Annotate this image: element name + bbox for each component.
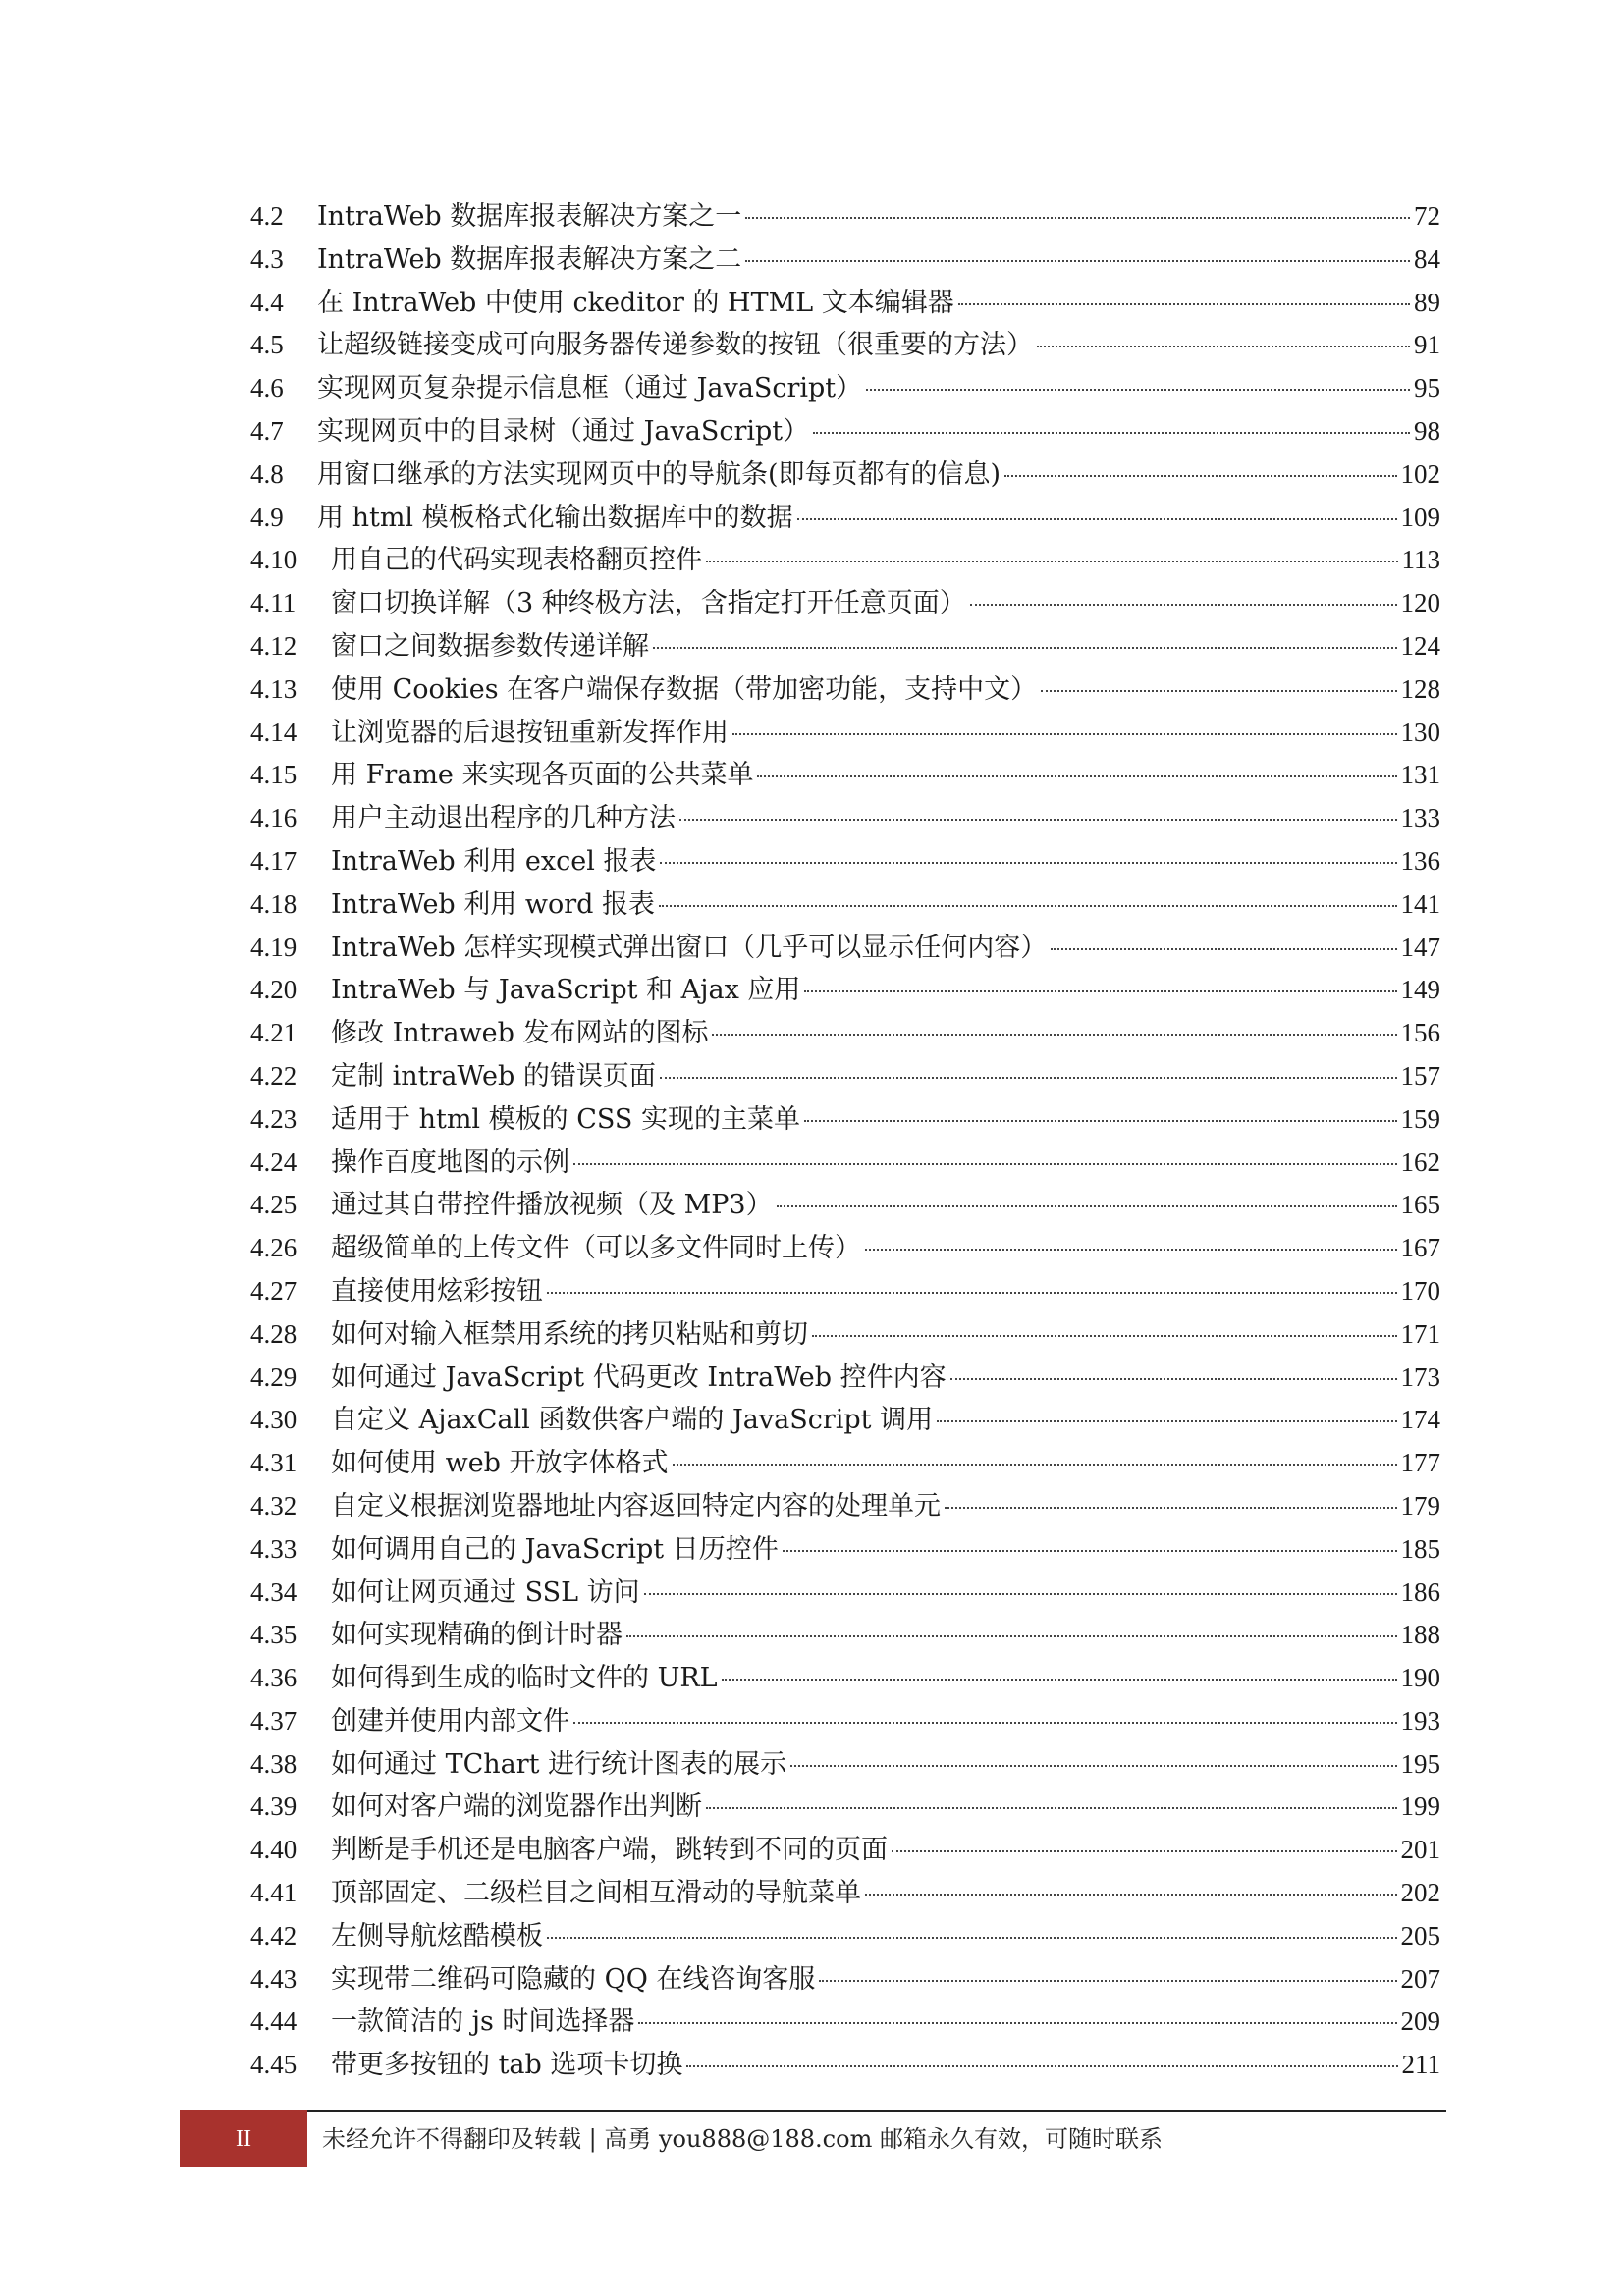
toc-entry-number: 4.13 <box>250 673 298 704</box>
toc-dot-leader <box>547 1292 1397 1294</box>
toc-entry-number: 4.10 <box>250 545 298 575</box>
toc-dot-leader <box>659 905 1396 907</box>
toc-entry[interactable] <box>250 840 1440 883</box>
toc-entry-title: 用 Frame 来实现各页面的公共菜单 <box>331 760 754 791</box>
toc-entry[interactable] <box>250 1657 1440 1700</box>
toc-entry-title: 实现网页复杂提示信息框（通过 JavaScript） <box>317 373 863 404</box>
toc-entry-title: 带更多按钮的 tab 选项卡切换 <box>331 2050 683 2081</box>
toc-entry-title: 一款简洁的 js 时间选择器 <box>331 2006 635 2038</box>
toc-entry[interactable] <box>250 1485 1440 1528</box>
toc-dot-leader <box>937 1420 1396 1422</box>
toc-entry-number: 4.30 <box>250 1405 298 1435</box>
toc-dot-leader <box>797 518 1397 520</box>
toc-entry-number: 4.24 <box>250 1147 298 1177</box>
toc-entry-title: 修改 Intraweb 发布网站的图标 <box>331 1018 709 1049</box>
toc-entry-number: 4.39 <box>250 1791 298 1822</box>
toc-dot-leader <box>790 1765 1396 1767</box>
toc-entry[interactable] <box>250 2001 1440 2044</box>
toc-entry-number: 4.6 <box>250 373 284 403</box>
toc-entry-page: 133 <box>1400 803 1440 833</box>
toc-entry-number: 4.20 <box>250 975 298 1005</box>
toc-entry-number: 4.19 <box>250 932 298 962</box>
toc-entry[interactable] <box>250 1786 1440 1829</box>
toc-entry-number: 4.14 <box>250 717 298 747</box>
toc-entry-title: 自定义 AjaxCall 函数供客户端的 JavaScript 调用 <box>331 1405 934 1436</box>
toc-dot-leader <box>777 1205 1397 1207</box>
toc-entry-title: 在 IntraWeb 中使用 ckeditor 的 HTML 文本编辑器 <box>317 287 954 318</box>
toc-dot-leader <box>865 1249 1397 1251</box>
toc-entry-title: 定制 intraWeb 的错误页面 <box>331 1060 656 1092</box>
toc-entry-number: 4.16 <box>250 803 298 833</box>
toc-dot-leader <box>783 1550 1397 1552</box>
toc-dot-leader <box>1004 475 1396 477</box>
toc-entry-number: 4.40 <box>250 1835 298 1865</box>
toc-dot-leader <box>757 775 1396 777</box>
toc-entry[interactable] <box>250 582 1440 625</box>
toc-entry[interactable] <box>250 282 1440 325</box>
toc-entry-page: 102 <box>1400 458 1440 489</box>
toc-entry[interactable] <box>250 1915 1440 1958</box>
toc-entry-number: 4.29 <box>250 1362 298 1392</box>
toc-entry-page: 109 <box>1400 502 1440 532</box>
toc-entry[interactable] <box>250 883 1440 927</box>
toc-entry-title: 让浏览器的后退按钮重新发挥作用 <box>331 717 729 748</box>
toc-entry-page: 195 <box>1400 1748 1440 1779</box>
toc-entry-page: 157 <box>1400 1060 1440 1091</box>
toc-entry[interactable] <box>250 539 1440 582</box>
toc-dot-leader <box>1051 948 1396 950</box>
toc-entry-title: 如何对输入框禁用系统的拷贝粘贴和剪切 <box>331 1318 808 1350</box>
toc-entry-page: 171 <box>1400 1318 1440 1349</box>
toc-dot-leader <box>638 2022 1396 2024</box>
toc-entry-title: 操作百度地图的示例 <box>331 1147 569 1178</box>
toc-entry[interactable] <box>250 324 1440 367</box>
toc-dot-leader <box>547 1937 1397 1939</box>
toc-entry-page: 177 <box>1400 1448 1440 1478</box>
toc-entry-page: 136 <box>1400 845 1440 876</box>
toc-entry-number: 4.21 <box>250 1018 298 1048</box>
toc-dot-leader <box>745 260 1410 262</box>
toc-entry-number: 4.36 <box>250 1663 298 1693</box>
toc-entry-number: 4.11 <box>250 588 297 618</box>
toc-dot-leader <box>745 217 1410 219</box>
toc-entry[interactable] <box>250 927 1440 970</box>
toc-entry-title: IntraWeb 怎样实现模式弹出窗口（几乎可以显示任何内容） <box>331 932 1048 963</box>
toc-entry[interactable] <box>250 1313 1440 1357</box>
toc-entry-page: 130 <box>1400 717 1440 747</box>
toc-entry[interactable] <box>250 754 1440 797</box>
toc-entry-title: 用窗口继承的方法实现网页中的导航条(即每页都有的信息) <box>317 458 1001 490</box>
toc-entry-title: 如何通过 JavaScript 代码更改 IntraWeb 控件内容 <box>331 1362 947 1393</box>
toc-entry-number: 4.22 <box>250 1060 298 1091</box>
toc-entry[interactable] <box>250 797 1440 840</box>
toc-entry[interactable] <box>250 497 1440 540</box>
toc-dot-leader <box>573 1722 1397 1724</box>
toc-entry[interactable] <box>250 1055 1440 1098</box>
toc-dot-leader <box>1041 690 1396 692</box>
toc-entry-page: 209 <box>1400 2006 1440 2037</box>
toc-dot-leader <box>644 1593 1397 1595</box>
toc-entry[interactable] <box>250 625 1440 668</box>
toc-entry-page: 84 <box>1414 243 1440 274</box>
toc-entry-title: IntraWeb 数据库报表解决方案之二 <box>317 243 742 275</box>
toc-entry-number: 4.8 <box>250 458 284 489</box>
toc-entry-title: 实现网页中的目录树（通过 JavaScript） <box>317 415 810 447</box>
toc-dot-leader <box>679 819 1397 821</box>
toc-entry-page: 147 <box>1400 932 1440 962</box>
toc-entry-page: 162 <box>1400 1147 1440 1177</box>
toc-dot-leader <box>626 1635 1397 1637</box>
toc-dot-leader <box>958 303 1410 305</box>
toc-entry-page: 113 <box>1401 545 1440 575</box>
toc-entry[interactable] <box>250 1528 1440 1572</box>
toc-entry-number: 4.12 <box>250 630 298 661</box>
toc-entry[interactable] <box>250 2044 1440 2087</box>
toc-entry[interactable] <box>250 1012 1440 1055</box>
toc-entry-number: 4.18 <box>250 888 298 919</box>
toc-dot-leader <box>706 561 1398 562</box>
toc-entry-page: 156 <box>1400 1018 1440 1048</box>
toc-entry-number: 4.23 <box>250 1103 298 1134</box>
toc-entry-page: 201 <box>1400 1835 1440 1865</box>
toc-dot-leader <box>804 1120 1397 1122</box>
toc-entry-title: 使用 Cookies 在客户端保存数据（带加密功能，支持中文） <box>331 673 1038 705</box>
page-footer <box>180 2110 1446 2167</box>
toc-entry[interactable] <box>250 1227 1440 1270</box>
toc-entry-page: 190 <box>1400 1663 1440 1693</box>
toc-entry[interactable] <box>250 195 1440 239</box>
toc-entry-page: 72 <box>1414 201 1440 231</box>
toc-entry-number: 4.44 <box>250 2006 298 2037</box>
table-of-contents <box>250 195 1440 2087</box>
toc-entry-page: 188 <box>1400 1620 1440 1650</box>
toc-dot-leader <box>945 1507 1397 1509</box>
toc-entry-number: 4.32 <box>250 1490 298 1521</box>
toc-entry-number: 4.9 <box>250 502 284 532</box>
toc-entry-title: IntraWeb 数据库报表解决方案之一 <box>317 201 742 232</box>
toc-entry[interactable] <box>250 1399 1440 1442</box>
toc-dot-leader <box>573 1163 1397 1165</box>
toc-entry-number: 4.25 <box>250 1190 298 1220</box>
toc-entry[interactable] <box>250 1829 1440 1872</box>
toc-entry-number: 4.7 <box>250 415 284 446</box>
toc-dot-leader <box>812 1335 1397 1337</box>
toc-entry-number: 4.35 <box>250 1620 298 1650</box>
toc-entry-page: 167 <box>1400 1233 1440 1263</box>
toc-entry-number: 4.34 <box>250 1576 298 1607</box>
toc-entry-number: 4.42 <box>250 1920 298 1950</box>
toc-entry[interactable] <box>250 1442 1440 1485</box>
toc-entry[interactable] <box>250 1614 1440 1657</box>
toc-entry[interactable] <box>250 1572 1440 1615</box>
toc-entry-page: 179 <box>1400 1490 1440 1521</box>
toc-entry-title: 顶部固定、二级栏目之间相互滑动的导航菜单 <box>331 1878 861 1909</box>
toc-dot-leader <box>722 1679 1397 1681</box>
toc-entry-number: 4.15 <box>250 760 298 790</box>
toc-entry[interactable] <box>250 1743 1440 1787</box>
toc-entry[interactable] <box>250 1142 1440 1185</box>
toc-entry-page: 91 <box>1414 330 1440 360</box>
toc-entry-title: 直接使用炫彩按钮 <box>331 1275 543 1307</box>
toc-entry-page: 124 <box>1400 630 1440 661</box>
toc-dot-leader <box>865 1894 1397 1896</box>
toc-entry-page: 95 <box>1414 373 1440 403</box>
toc-entry-title: 如何通过 TChart 进行统计图表的展示 <box>331 1748 787 1780</box>
toc-entry-page: 173 <box>1400 1362 1440 1392</box>
toc-entry-number: 4.31 <box>250 1448 298 1478</box>
toc-entry-page: 165 <box>1400 1190 1440 1220</box>
toc-entry-title: 让超级链接变成可向服务器传递参数的按钮（很重要的方法） <box>317 330 1033 361</box>
toc-entry-number: 4.37 <box>250 1705 298 1735</box>
toc-dot-leader <box>712 1034 1396 1036</box>
toc-entry[interactable] <box>250 454 1440 497</box>
toc-dot-leader <box>1037 346 1410 347</box>
toc-entry-page: 207 <box>1400 1963 1440 1994</box>
footer-copyright-text: 未经允许不得翻印及转载 | 高勇 you888@188.com 邮箱永久有效，可随时联系 <box>322 2125 1163 2153</box>
toc-entry-page: 199 <box>1400 1791 1440 1822</box>
toc-entry-title: 如何让网页通过 SSL 访问 <box>331 1576 640 1608</box>
toc-entry-title: IntraWeb 利用 word 报表 <box>331 888 656 920</box>
footer-page-number: II <box>180 2110 307 2167</box>
toc-entry[interactable] <box>250 1270 1440 1313</box>
toc-dot-leader <box>673 1464 1397 1466</box>
toc-entry-title: 左侧导航炫酷模板 <box>331 1920 543 1951</box>
toc-entry-page: 98 <box>1414 415 1440 446</box>
toc-entry-title: 用户主动退出程序的几种方法 <box>331 803 676 834</box>
toc-entry-title: 实现带二维码可隐藏的 QQ 在线咨询客服 <box>331 1963 816 1995</box>
toc-entry-page: 202 <box>1400 1878 1440 1908</box>
toc-entry-number: 4.28 <box>250 1318 298 1349</box>
toc-entry-page: 186 <box>1400 1576 1440 1607</box>
toc-entry-page: 128 <box>1400 673 1440 704</box>
toc-entry-number: 4.5 <box>250 330 284 360</box>
toc-dot-leader <box>653 647 1397 649</box>
toc-entry-title: IntraWeb 与 JavaScript 和 Ajax 应用 <box>331 975 801 1006</box>
toc-entry-page: 205 <box>1400 1920 1440 1950</box>
toc-entry-number: 4.4 <box>250 287 284 317</box>
toc-entry-page: 170 <box>1400 1275 1440 1306</box>
toc-entry-page: 89 <box>1414 287 1440 317</box>
toc-entry-number: 4.3 <box>250 243 284 274</box>
toc-entry-number: 4.2 <box>250 201 284 231</box>
toc-entry[interactable] <box>250 410 1440 454</box>
toc-entry-page: 211 <box>1401 2050 1440 2080</box>
toc-entry-title: 判断是手机还是电脑客户端，跳转到不同的页面 <box>331 1835 888 1866</box>
toc-entry-title: 用 html 模板格式化输出数据库中的数据 <box>317 502 793 533</box>
toc-entry-title: 用自己的代码实现表格翻页控件 <box>331 545 702 576</box>
toc-dot-leader <box>866 389 1410 391</box>
toc-entry-number: 4.45 <box>250 2050 298 2080</box>
toc-entry-title: 适用于 html 模板的 CSS 实现的主菜单 <box>331 1103 800 1135</box>
toc-entry-title: 自定义根据浏览器地址内容返回特定内容的处理单元 <box>331 1490 941 1522</box>
toc-entry-number: 4.26 <box>250 1233 298 1263</box>
toc-dot-leader <box>660 1077 1397 1079</box>
toc-entry[interactable] <box>250 969 1440 1012</box>
toc-entry-title: IntraWeb 利用 excel 报表 <box>331 845 657 877</box>
toc-entry[interactable] <box>250 1958 1440 2002</box>
toc-dot-leader <box>686 2065 1397 2067</box>
toc-entry[interactable] <box>250 668 1440 712</box>
toc-entry-title: 窗口切换详解（3 种终极方法，含指定打开任意页面） <box>331 588 966 619</box>
toc-dot-leader <box>804 990 1396 992</box>
toc-entry-title: 超级简单的上传文件（可以多文件同时上传） <box>331 1233 861 1264</box>
toc-entry-title: 创建并使用内部文件 <box>331 1705 569 1736</box>
toc-dot-leader <box>950 1378 1397 1380</box>
toc-entry-title: 窗口之间数据参数传递详解 <box>331 630 649 662</box>
toc-entry-page: 131 <box>1400 760 1440 790</box>
toc-entry-page: 141 <box>1400 888 1440 919</box>
toc-entry-title: 如何使用 web 开放字体格式 <box>331 1448 669 1479</box>
toc-entry[interactable] <box>250 1098 1440 1142</box>
toc-entry-title: 如何对客户端的浏览器作出判断 <box>331 1791 702 1823</box>
toc-entry-page: 185 <box>1400 1533 1440 1564</box>
toc-entry-number: 4.41 <box>250 1878 298 1908</box>
toc-entry[interactable] <box>250 1700 1440 1743</box>
toc-dot-leader <box>970 604 1397 606</box>
toc-entry[interactable] <box>250 239 1440 282</box>
toc-entry-number: 4.38 <box>250 1748 298 1779</box>
toc-entry-number: 4.27 <box>250 1275 298 1306</box>
toc-entry-page: 174 <box>1400 1405 1440 1435</box>
toc-entry[interactable] <box>250 1184 1440 1227</box>
toc-entry-page: 149 <box>1400 975 1440 1005</box>
toc-dot-leader <box>813 432 1410 434</box>
toc-dot-leader <box>892 1850 1397 1852</box>
toc-entry-title: 如何得到生成的临时文件的 URL <box>331 1663 718 1694</box>
toc-dot-leader <box>706 1807 1397 1809</box>
toc-entry-page: 193 <box>1400 1705 1440 1735</box>
toc-entry-number: 4.43 <box>250 1963 298 1994</box>
toc-entry-page: 120 <box>1400 588 1440 618</box>
toc-entry-title: 如何实现精确的倒计时器 <box>331 1620 623 1651</box>
toc-dot-leader <box>732 733 1397 735</box>
toc-entry[interactable] <box>250 712 1440 755</box>
toc-entry[interactable] <box>250 1357 1440 1400</box>
toc-entry-title: 如何调用自己的 JavaScript 日历控件 <box>331 1533 779 1565</box>
toc-entry-title: 通过其自带控件播放视频（及 MP3） <box>331 1190 773 1221</box>
toc-entry[interactable] <box>250 1872 1440 1915</box>
toc-entry-number: 4.17 <box>250 845 298 876</box>
toc-dot-leader <box>660 862 1396 864</box>
toc-entry[interactable] <box>250 367 1440 410</box>
toc-dot-leader <box>819 1980 1396 1982</box>
toc-entry-page: 159 <box>1400 1103 1440 1134</box>
toc-entry-number: 4.33 <box>250 1533 298 1564</box>
